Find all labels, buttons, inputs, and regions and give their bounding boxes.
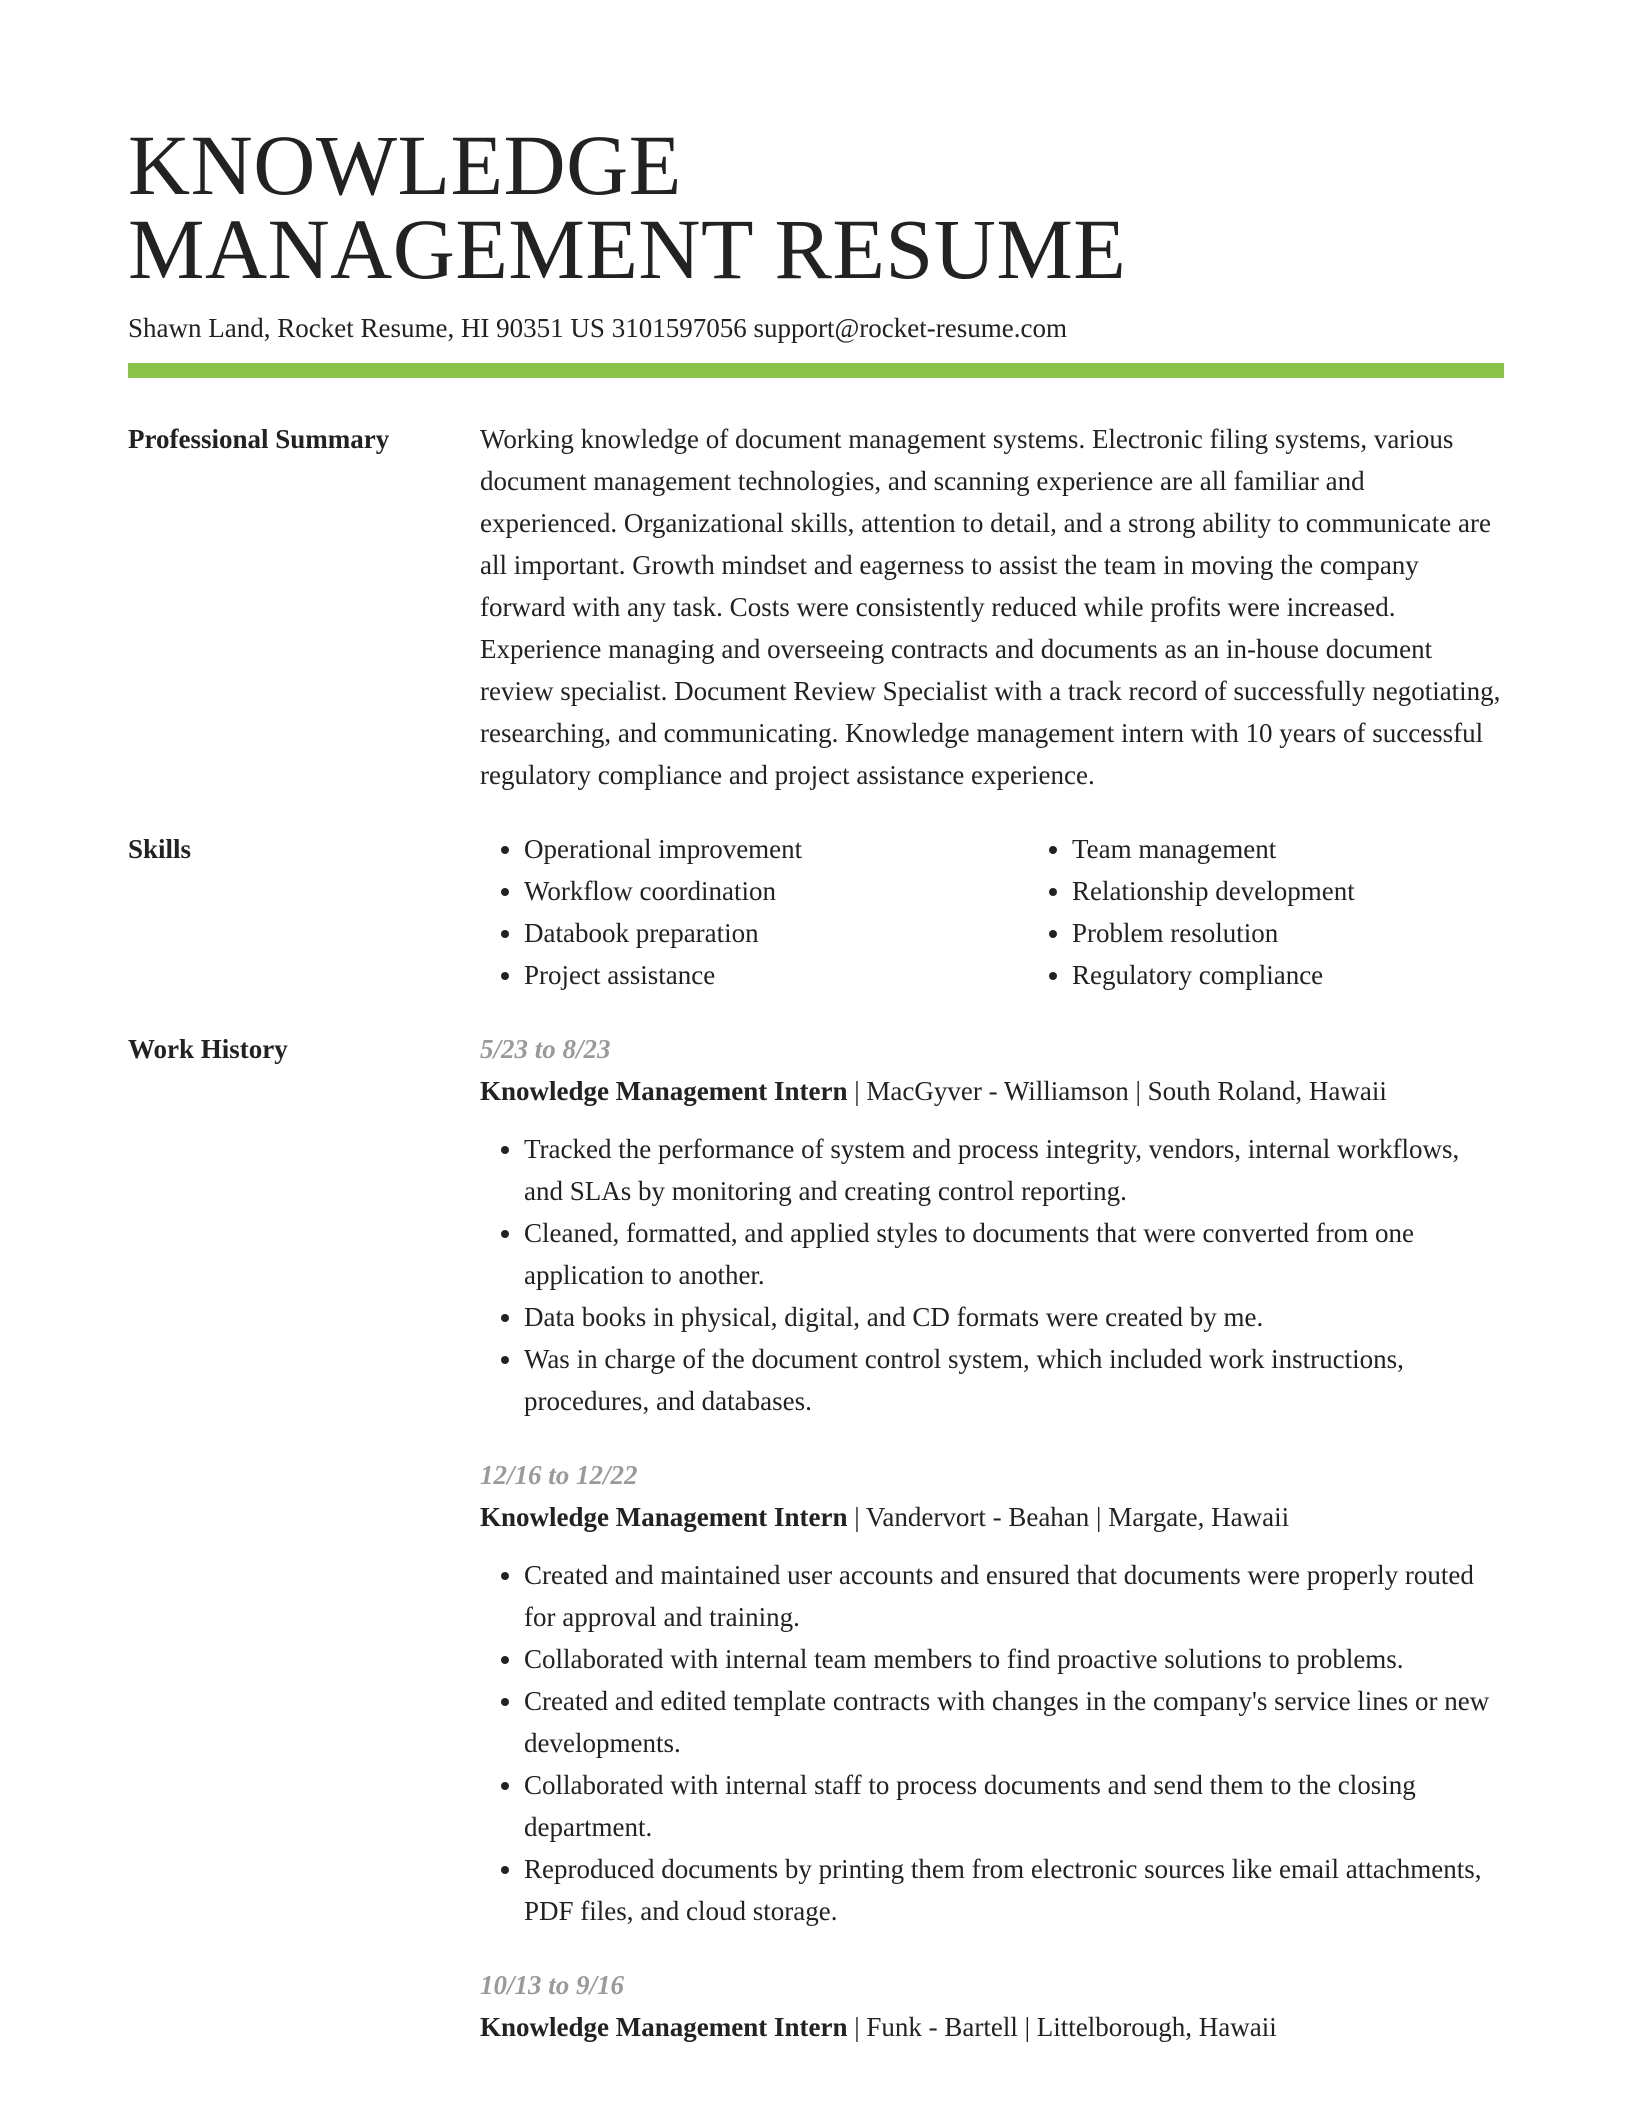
job-bullet: • Was in charge of the document control system, which included work instructions, procedures, and databases. [524,1338,1504,1422]
skill-item: • Regulatory compliance [1072,954,1576,996]
job-title: Knowledge Management Intern [480,2012,848,2042]
job-title: Knowledge Management Intern [480,1076,848,1106]
skill-item: • Relationship development [1072,870,1576,912]
job-bullet: • Reproduced documents by printing them from electronic sources like email attachments, PDF files, and cloud storage. [524,1848,1504,1932]
job-employer-location: | MacGyver - Williamson | South Roland, Hawaii [847,1076,1387,1106]
professional-summary-section [128,418,1504,796]
job-bullet: • Collaborated with internal team members to find proactive solutions to problems. [524,1638,1504,1680]
job-bullet: • Created and edited template contracts with changes in the company's service lines or new developments. [524,1680,1504,1764]
job-bullet: • Data books in physical, digital, and CD formats were created by me. [524,1296,1504,1338]
job-dates: 5/23 to 8/23 [480,1034,611,1064]
resume-page [128,0,1504,2080]
skill-item: • Team management [1072,828,1576,870]
job-heading [480,1496,1504,1538]
skill-item: • Project assistance [524,954,1028,996]
job-bullets [480,1128,1504,1422]
skills-section [128,828,1504,996]
title-line-1: KNOWLEDGE [128,117,682,213]
skill-item: • Problem resolution [1072,912,1576,954]
section-label-skills: Skills [128,834,192,864]
contact-line: Shawn Land, Rocket Resume, HI 90351 US 3101597056 support@rocket-resume.com [128,313,1067,343]
job-entry [480,1028,1504,1422]
job-employer-location: | Funk - Bartell | Littelborough, Hawaii [847,2012,1277,2042]
job-bullet: • Tracked the performance of system and process integrity, vendors, internal workflows, and SLAs by monitoring and creating control reporting. [524,1128,1504,1212]
job-bullet: • Collaborated with internal staff to process documents and send them to the closing department. [524,1764,1504,1848]
job-dates: 10/13 to 9/16 [480,1970,625,2000]
skills-column-right [1028,828,1576,996]
summary-text: Working knowledge of document management systems. Electronic filing systems, various document management technologies, and scanning experience are all familiar and experienced. Organizational skills, attention to detail, and a strong ability to communicate are all important. Growth mindset and eagerness to assist the team in moving the company forward with any task. Costs were consistently reduced while profits were increased. Experience managing and overseeing contracts and documents as an in-house document review specialist. Document Review Specialist with a track record of successfully negotiating, researching, and communicating. Knowledge management intern with 10 years of successful regulatory compliance and project assistance experience. [480,424,1501,790]
job-bullet: • Cleaned, formatted, and applied styles to documents that were converted from one application to another. [524,1212,1504,1296]
job-heading [480,1070,1504,1112]
job-bullets [480,1554,1504,1932]
job-entry [480,1964,1504,2048]
skill-item: • Operational improvement [524,828,1028,870]
skills-column-left [480,828,1028,996]
title-line-2: MANAGEMENT RESUME [128,201,1127,297]
job-employer-location: | Vandervort - Beahan | Margate, Hawaii [847,1502,1290,1532]
job-entry [480,1454,1504,1932]
skill-item: • Databook preparation [524,912,1028,954]
skills-grid [480,828,1576,996]
skill-item: • Workflow coordination [524,870,1028,912]
resume-title [128,0,1504,297]
job-heading [480,2006,1504,2048]
work-history-section [128,1028,1504,2080]
section-label-work: Work History [128,1034,288,1064]
job-bullet: • Created and maintained user accounts and ensured that documents were properly routed for approval and training. [524,1554,1504,1638]
job-dates: 12/16 to 12/22 [480,1460,638,1490]
section-label-summary: Professional Summary [128,424,390,454]
job-title: Knowledge Management Intern [480,1502,848,1532]
accent-divider [128,363,1504,378]
